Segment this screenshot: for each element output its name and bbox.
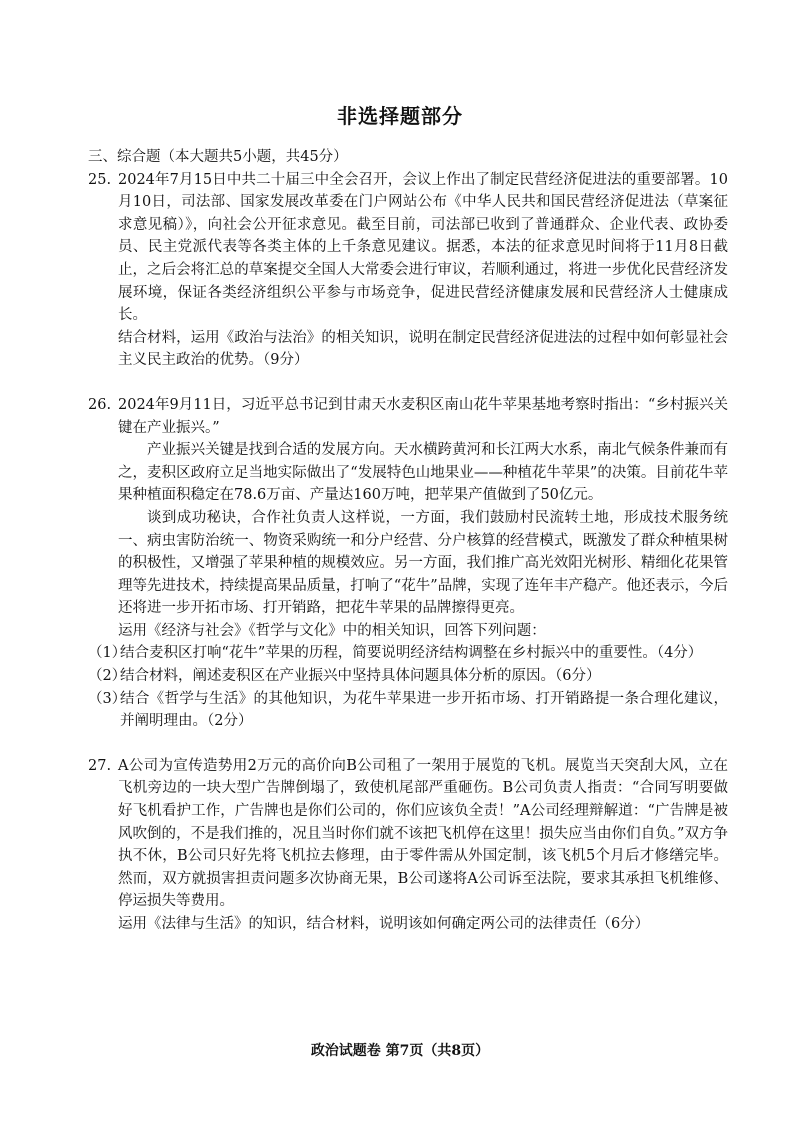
question-26-intro: 2024年9月11日，习近平总书记到甘肃天水麦积区南山花牛苹果基地考察时指出：“乡村振兴关键在产业振兴。”	[118, 396, 728, 436]
spacer	[88, 372, 728, 394]
question-27-material-row	[88, 755, 728, 913]
sub-question-text: 结合麦积区打响“花牛”苹果的历程，简要说明经济结构调整在乡村振兴中的重要性。（4分）	[120, 645, 703, 662]
question-25-number: 25.	[88, 171, 112, 188]
sub-question-number: （3）	[88, 690, 127, 707]
question-26-sub-3	[88, 688, 728, 733]
question-25	[88, 169, 728, 372]
sub-question-text: 结合《哲学与生活》的其他知识，为花牛苹果进一步开拓市场、打开销路提一条合理化建议，并阐明理由。（2分）	[120, 690, 728, 730]
question-27-number: 27.	[88, 757, 112, 774]
question-25-prompt: 结合材料，运用《政治与法治》的相关知识，说明在制定民营经济促进法的过程中如何彰显社会主义民主政治的优势。（9分）	[118, 329, 728, 369]
question-27	[88, 755, 728, 936]
question-26-prompt: 运用《经济与社会》《哲学与文化》中的相关知识，回答下列问题：	[118, 622, 546, 639]
sub-question-number: （2）	[88, 668, 127, 685]
section-heading: 三、综合题（本大题共5小题，共45分）	[88, 149, 348, 165]
question-26-paragraph-1: 产业振兴关键是找到合适的发展方向。天水横跨黄河和长江两大水系，南北气候条件兼而有之，麦积区政府立足当地实际做出了“发展特色山地果业——种植花牛苹果”的决策。目前花牛苹果种植面积稳定在78.6万亩、产量达160万吨，把苹果产值做到了50亿元。	[118, 442, 728, 504]
question-26	[88, 394, 728, 733]
page-footer: 政治试题卷 第7页（共8页）	[310, 1043, 490, 1059]
sub-question-text: 结合材料，阐述麦积区在产业振兴中坚持具体问题具体分析的原因。（6分）	[120, 668, 601, 685]
question-26-sub-1	[88, 642, 728, 665]
question-26-intro-row	[88, 394, 728, 439]
question-25-material: 2024年7月15日中共二十届三中全会召开，会议上作出了制定民营经济促进法的重要部署。10月10日，司法部、国家发展改革委在门户网站公布《中华人民共和国民营经济促进法（草案征求意见稿）》，向社会公开征求意见。截至目前，司法部已收到了普通群众、企业代表、政协委员、民主党派代表等各类主体的上千条意见建议。据悉，本法的征求意见时间将于11月8日截止，之后会将汇总的草案提交全国人大常委会进行审议，若顺利通过，将进一步优化民营经济发展环境，保证各类经济组织公平参与市场竞争，促进民营经济健康发展和民营经济人士健康成长。	[118, 171, 728, 324]
question-26-sub-2	[88, 665, 728, 688]
question-26-number: 26.	[88, 396, 112, 413]
sub-question-number: （1）	[88, 645, 127, 662]
page-title: 非选择题部分	[337, 104, 463, 128]
question-26-paragraph-2: 谈到成功秘诀，合作社负责人这样说，一方面，我们鼓励村民流转土地，形成技术服务统一、病虫害防治统一、物资采购统一和分户经营、分户核算的经营模式，既激发了群众种植果树的积极性，又增强了苹果种植的规模效应。另一方面，我们推广高光效阳光树形、精细化花果管理等先进技术，持续提高果品质量，打响了“花牛”品牌，实现了连年丰产稳产。他还表示，今后还将进一步开拓市场、打开销路，把花牛苹果的品牌擦得更亮。	[118, 509, 728, 617]
question-27-material: A公司为宣传造势用2万元的高价向B公司租了一架用于展览的飞机。展览当天突刮大风，立在飞机旁边的一块大型广告牌倒塌了，致使机尾部严重砸伤。B公司负责人指责：“合同写明要做好飞机看护工作，广告牌也是你们公司的，你们应该负全责！”A公司经理辩解道：“广告牌是被风吹倒的，不是我们推的，况且当时你们就不该把飞机停在这里！损失应当由你们自负。”双方争执不休，B公司只好先将飞机拉去修理，由于零件需从外国定制，该飞机5个月后才修缮完毕。然而，双方就损害担责问题多次协商无果，B公司遂将A公司诉至法院，要求其承担飞机维修、停运损失等费用。	[118, 757, 728, 910]
page-content	[88, 146, 728, 936]
question-27-prompt: 运用《法律与生活》的知识，结合材料，说明该如何确定两公司的法律责任（6分）	[118, 916, 650, 932]
question-25-material-row	[88, 169, 728, 327]
spacer	[88, 733, 728, 755]
